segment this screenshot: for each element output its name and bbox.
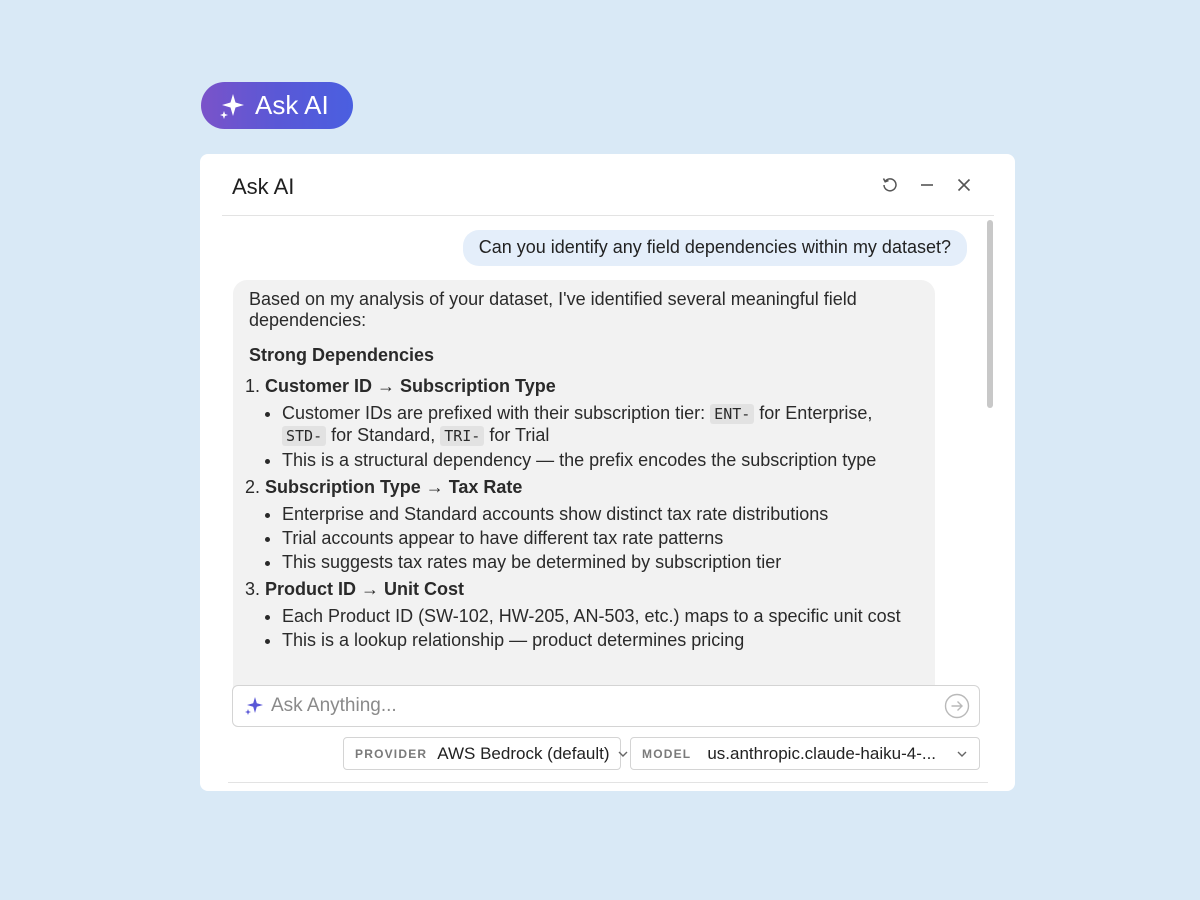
section-title: Strong Dependencies <box>249 345 435 365</box>
ask-ai-launch-label: Ask AI <box>255 90 329 120</box>
code-ent: ENT- <box>710 404 754 424</box>
dependency-title: 2. Subscription Type → Tax Rate <box>245 477 523 497</box>
list-item: • Customer IDs are prefixed with their subscription tier: ENT- for Enterprise, STD- for Standard, TRI- for Trial <box>282 403 920 447</box>
model-label: MODEL <box>642 746 692 761</box>
code-tri: TRI- <box>440 426 484 446</box>
panel-header <box>222 154 994 216</box>
ask-ai-panel <box>200 154 1015 791</box>
divider <box>228 782 988 783</box>
panel-title: Ask AI <box>232 174 295 199</box>
chat-messages[interactable] <box>222 217 994 677</box>
model-value: us.anthropic.claude-haiku-4-... <box>707 743 937 763</box>
close-icon[interactable] <box>953 174 975 196</box>
provider-select[interactable] <box>343 737 621 770</box>
chevron-down-icon <box>616 747 630 761</box>
provider-label: PROVIDER <box>355 746 428 761</box>
dependency-title: 1. Customer ID → Subscription Type <box>245 376 556 396</box>
list-item: • Trial accounts appear to have different tax rate patterns <box>282 528 920 549</box>
minimize-icon[interactable] <box>916 174 938 196</box>
ai-intro: Based on my analysis of your dataset, I've identified several meaningful field dependencies: <box>249 289 857 330</box>
list-item: • This is a lookup relationship — product determines pricing <box>282 630 920 651</box>
ask-input[interactable] <box>271 695 944 717</box>
dependency-list <box>282 606 920 651</box>
sparkle-icon <box>217 91 247 121</box>
dependency-list <box>282 403 920 471</box>
list-item: • Each Product ID (SW-102, HW-205, AN-503, etc.) maps to a specific unit cost <box>282 606 920 627</box>
dependency-title: 3. Product ID → Unit Cost <box>245 579 465 599</box>
sparkle-icon <box>243 695 265 717</box>
chat-scrollbar[interactable] <box>987 220 993 408</box>
list-item: • This is a structural dependency — the prefix encodes the subscription type <box>282 450 920 471</box>
ask-ai-launch-button[interactable] <box>201 82 353 129</box>
provider-value: AWS Bedrock (default) <box>437 743 610 763</box>
list-item: • Enterprise and Standard accounts show distinct tax rate distributions <box>282 504 920 525</box>
send-icon[interactable] <box>944 693 970 719</box>
dependency-list <box>282 504 920 573</box>
refresh-icon[interactable] <box>879 174 901 196</box>
user-message: Can you identify any field dependencies within my dataset? <box>463 230 967 266</box>
chevron-down-icon <box>955 747 969 761</box>
list-item: • This suggests tax rates may be determined by subscription tier <box>282 552 920 573</box>
code-std: STD- <box>282 426 326 446</box>
ai-response <box>233 280 935 700</box>
ask-input-box[interactable] <box>232 685 980 727</box>
model-select[interactable] <box>630 737 980 770</box>
